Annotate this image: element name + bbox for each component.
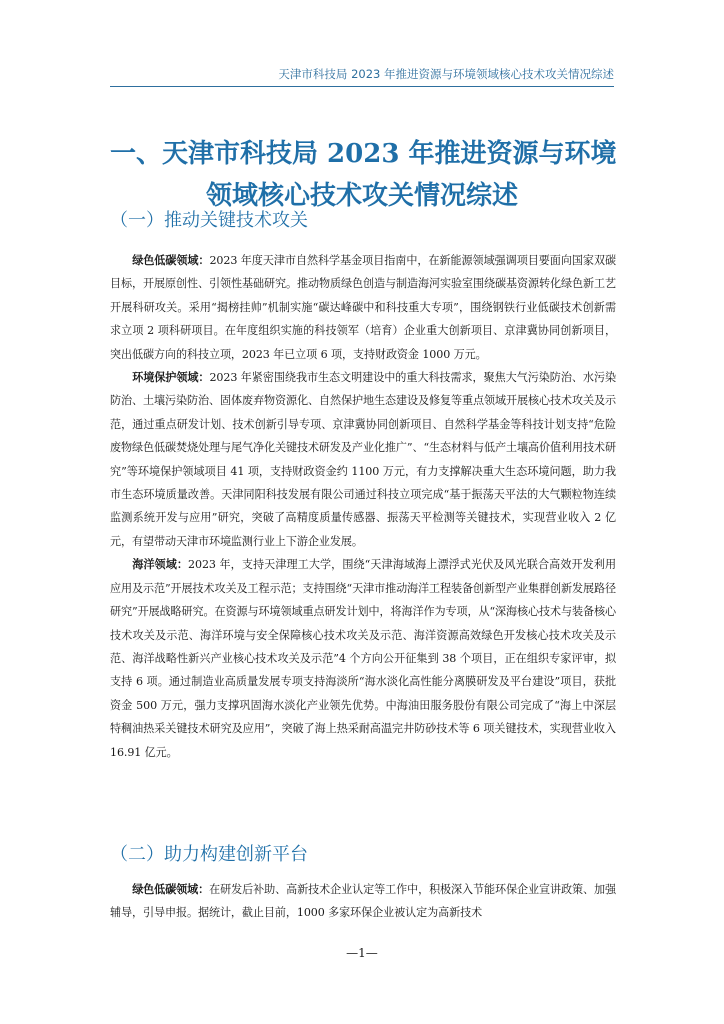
title-line-2: 领域核心技术攻关情况综述 <box>205 181 518 212</box>
section-body-1 <box>110 249 616 764</box>
paragraph-environment-protection <box>110 366 616 553</box>
section-body-2 <box>110 878 616 925</box>
running-header: 天津市科技局 2023 年推进资源与环境领域核心技术攻关情况综述 <box>278 67 614 81</box>
section-heading-2: （二）助力构建创新平台 <box>110 844 308 865</box>
header-divider <box>110 86 614 87</box>
paragraph-text: 2023 年度天津市自然科学基金项目指南中，在新能源领域强调项目要面向国家双碳目标，开展原创性、引领性基础研究。推动物质绿色创造与制造海河实验室围绕碳基资源转化绿色新工艺开展科研攻关。采用“揭榜挂帅”机制实施“碳达峰碳中和科技重大专项”，围绕钢铁行业低碳技术创新需求立项 2 项科研项目。在年度组织实施的科技领军（培育）企业重大创新项目、京津冀协同创新项目，突出低碳方向的科技立项，2023 年已立项 6 项，支持财政资金 1000 万元。 <box>110 254 616 361</box>
paragraph-lead: 绿色低碳领域： <box>132 254 210 267</box>
section-heading-1: （一）推动关键技术攻关 <box>110 210 308 231</box>
paragraph-text: 在研发后补助、高新技术企业认定等工作中，积极深入节能环保企业宣讲政策、加强辅导，引导申报。据统计，截止目前，1000 多家环保企业被认定为高新技术 <box>110 883 616 920</box>
title-line-1: 一、天津市科技局 2023 年推进资源与环境 <box>110 139 617 170</box>
paragraph-ocean <box>110 553 616 764</box>
document-title <box>110 133 617 217</box>
paragraph-text: 2023 年紧密围绕我市生态文明建设中的重大科技需求，聚焦大气污染防治、水污染防治、土壤污染防治、固体废弃物资源化、自然保护地生态建设及修复等重点领域开展核心技术攻关及示范，通过重点研发计划、技术创新引导专项、京津冀协同创新项目、自然科学基金等科技计划支持“危险废物绿色低碳焚烧处理与尾气净化关键技术研发及产业化推广”、“生态材料与低产土壤高价值利用技术研究”等环境保护领域项目 41 项，支持财政资金约 1100 万元，有力支撑解决重大生态环境问题，助力我市生态环境质量改善。天津同阳科技发展有限公司通过科技立项完成“基于振荡天平法的大气颗粒物连续监测系统开发与应用”研究，突破了高精度质量传感器、振荡天平检测等关键技术，实现营业收入 2 亿元，有望带动天津市环境监测行业上下游企业发展。 <box>110 371 616 548</box>
paragraph-lead: 绿色低碳领域： <box>132 883 210 896</box>
paragraph-green-low-carbon-platform <box>110 878 616 925</box>
paragraph-lead: 环境保护领域： <box>132 371 210 385</box>
page-number: —1— <box>346 946 378 960</box>
paragraph-green-low-carbon <box>110 249 616 366</box>
paragraph-lead: 海洋领域： <box>132 558 189 572</box>
paragraph-text: 2023 年，支持天津理工大学，围绕“天津海域海上漂浮式光伏及风光联合高效开发利用应用及示范”开展技术攻关及工程示范；支持围绕“天津市推动海洋工程装备创新型产业集群创新发展路径研究”开展战略研究。在资源与环境领域重点研发计划中，将海洋作为专项，从“深海核心技术与装备核心技术攻关及示范、海洋环境与安全保障核心技术攻关及示范、海洋资源高效绿色开发核心技术攻关及示范、海洋战略性新兴产业核心技术攻关及示范”4 个方向公开征集到 38 个项目，正在组织专家评审，拟支持 6 项。通过制造业高质量发展专项支持海淡所“海水淡化高性能分离膜研发及平台建设”项目，获批资金 500 万元，强力支撑巩固海水淡化产业领先优势。中海油田服务股份有限公司完成了“海上中深层特稠油热采关键技术研究及应用”，突破了海上热采耐高温完井防砂技术等 6 项关键技术，实现营业收入 16.91 亿元。 <box>110 558 616 759</box>
